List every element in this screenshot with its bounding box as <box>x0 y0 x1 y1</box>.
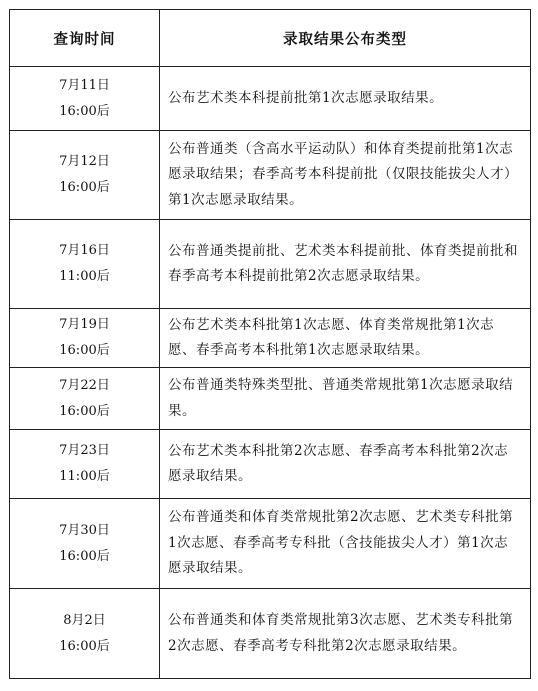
query-hour: 16:00后 <box>59 103 110 119</box>
query-time-cell <box>10 430 160 499</box>
query-date: 7月30日 <box>59 522 110 538</box>
result-type-cell: 公布艺术类本科批第1次志愿、体育类常规批第1次志愿、春季高考本科批第1次志愿录取结果。 <box>160 309 531 368</box>
query-date: 8月2日 <box>63 612 106 628</box>
table-row <box>10 589 531 679</box>
admission-results-schedule-table <box>9 9 531 679</box>
query-hour: 11:00后 <box>59 269 110 284</box>
table-row <box>10 368 531 430</box>
table-row <box>10 309 531 368</box>
query-date: 7月19日 <box>59 317 110 332</box>
query-time-cell <box>10 589 160 679</box>
query-hour: 16:00后 <box>59 403 110 419</box>
table-row <box>10 131 531 220</box>
query-time-cell <box>10 131 160 220</box>
result-type-cell: 公布艺术类本科批第2次志愿、春季高考本科批第2次志愿录取结果。 <box>160 430 531 499</box>
result-type-cell: 公布普通类（含高水平运动队）和体育类提前批第1次志愿录取结果；春季高考本科提前批（仅限技能拔尖人才）第1次志愿录取结果。 <box>160 131 531 220</box>
query-date: 7月12日 <box>59 154 110 169</box>
query-hour: 16:00后 <box>59 548 110 564</box>
result-type-cell: 公布普通类特殊类型批、普通类常规批第1次志愿录取结果。 <box>160 368 531 430</box>
query-time-cell <box>10 499 160 589</box>
query-date: 7月23日 <box>59 443 110 458</box>
query-time-cell <box>10 220 160 309</box>
query-date: 7月16日 <box>59 243 110 258</box>
result-type-cell: 公布普通类和体育类常规批第2次志愿、艺术类专科批第1次志愿、春季高考专科批（含技能拔尖人才）第1次志愿录取结果。 <box>160 499 531 589</box>
query-date: 7月22日 <box>59 377 110 393</box>
header-query-time: 查询时间 <box>10 10 160 67</box>
table-row <box>10 67 531 131</box>
query-time-cell <box>10 309 160 368</box>
header-result-type: 录取结果公布类型 <box>160 10 531 67</box>
result-type-cell: 公布艺术类本科提前批第1次志愿录取结果。 <box>160 67 531 131</box>
table-header-row <box>10 10 531 67</box>
query-date: 7月11日 <box>59 77 110 93</box>
query-hour: 11:00后 <box>59 469 110 484</box>
table-row <box>10 220 531 309</box>
result-type-cell: 公布普通类和体育类常规批第3次志愿、艺术类专科批第2次志愿、春季高考专科批第2次志愿录取结果。 <box>160 589 531 679</box>
query-hour: 16:00后 <box>59 180 110 195</box>
query-hour: 16:00后 <box>59 343 110 358</box>
result-type-cell: 公布普通类提前批、艺术类本科提前批、体育类提前批和春季高考本科提前批第2次志愿录取结果。 <box>160 220 531 309</box>
query-time-cell <box>10 67 160 131</box>
table-row <box>10 430 531 499</box>
table-row <box>10 499 531 589</box>
query-hour: 16:00后 <box>59 638 110 654</box>
query-time-cell <box>10 368 160 430</box>
